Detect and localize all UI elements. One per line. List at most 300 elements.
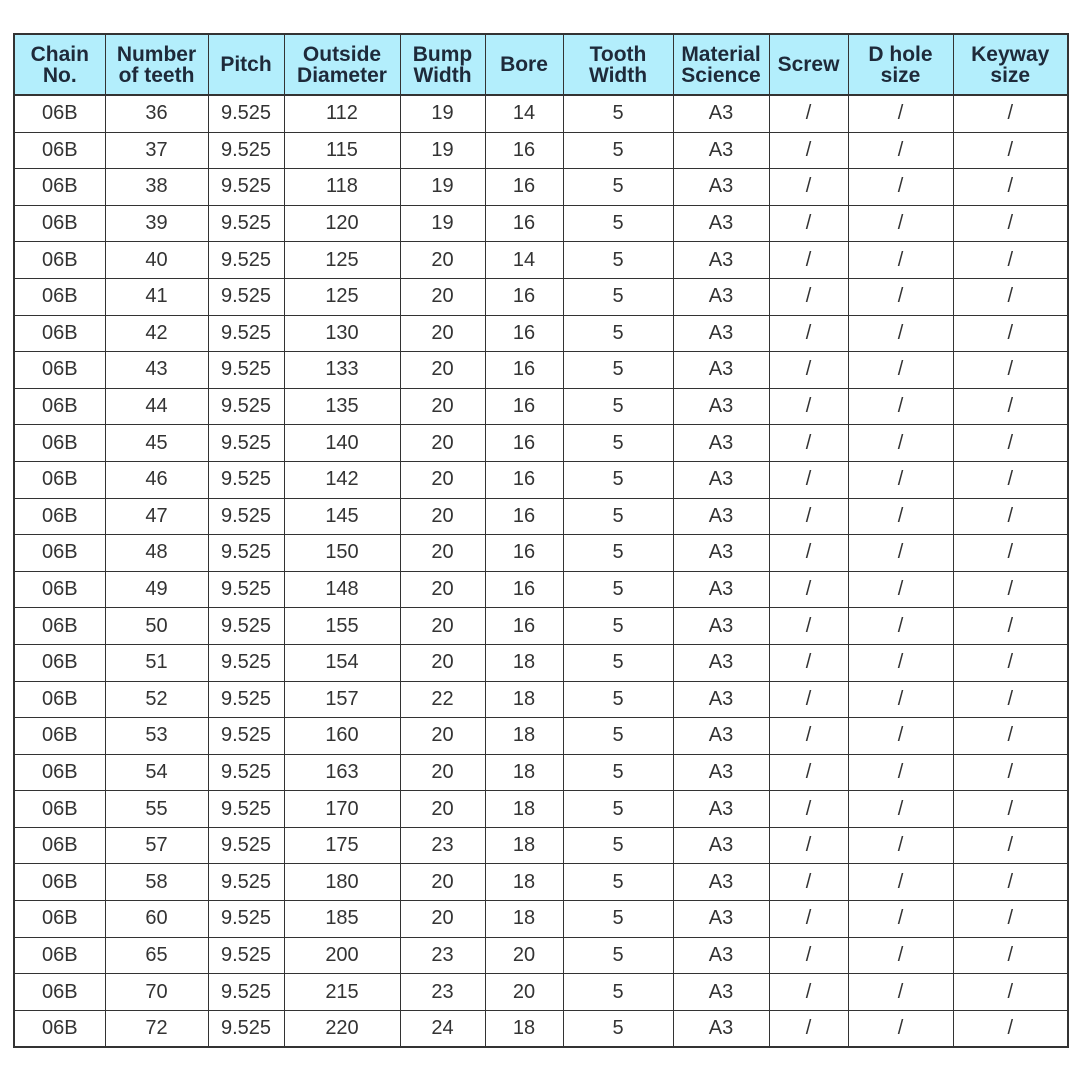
cell-bore: 14 (485, 95, 563, 132)
table-row (14, 205, 1068, 242)
cell-screw: / (769, 827, 848, 864)
cell-pitch: 9.525 (208, 644, 284, 681)
cell-number-of-teeth: 39 (105, 205, 208, 242)
cell-bump-width: 20 (400, 278, 485, 315)
cell-screw: / (769, 644, 848, 681)
cell-pitch: 9.525 (208, 864, 284, 901)
cell-outside-diameter: 163 (284, 754, 400, 791)
cell-keyway-size: / (953, 681, 1068, 718)
table-row (14, 571, 1068, 608)
cell-number-of-teeth: 55 (105, 791, 208, 828)
cell-chain-no: 06B (14, 425, 105, 462)
cell-keyway-size: / (953, 205, 1068, 242)
cell-bore: 16 (485, 278, 563, 315)
cell-material-science: A3 (673, 278, 769, 315)
cell-number-of-teeth: 44 (105, 388, 208, 425)
cell-screw: / (769, 608, 848, 645)
cell-bore: 18 (485, 718, 563, 755)
cell-material-science: A3 (673, 425, 769, 462)
cell-bore: 16 (485, 608, 563, 645)
cell-material-science: A3 (673, 535, 769, 572)
cell-tooth-width: 5 (563, 791, 673, 828)
cell-bore: 16 (485, 205, 563, 242)
header-bore (485, 34, 563, 95)
cell-tooth-width: 5 (563, 864, 673, 901)
cell-bore: 18 (485, 1010, 563, 1047)
table-row (14, 791, 1068, 828)
cell-outside-diameter: 118 (284, 169, 400, 206)
cell-tooth-width: 5 (563, 718, 673, 755)
table-row (14, 425, 1068, 462)
cell-screw: / (769, 315, 848, 352)
cell-d-hole-size: / (848, 608, 953, 645)
cell-pitch: 9.525 (208, 498, 284, 535)
cell-number-of-teeth: 54 (105, 754, 208, 791)
cell-keyway-size: / (953, 1010, 1068, 1047)
table-row (14, 754, 1068, 791)
cell-bore: 18 (485, 644, 563, 681)
cell-outside-diameter: 125 (284, 278, 400, 315)
cell-keyway-size: / (953, 827, 1068, 864)
cell-bump-width: 20 (400, 571, 485, 608)
cell-screw: / (769, 718, 848, 755)
cell-screw: / (769, 388, 848, 425)
cell-pitch: 9.525 (208, 169, 284, 206)
cell-tooth-width: 5 (563, 388, 673, 425)
cell-bore: 16 (485, 315, 563, 352)
column-header-line: Chain (30, 42, 89, 66)
cell-screw: / (769, 461, 848, 498)
table-row (14, 608, 1068, 645)
table-row (14, 388, 1068, 425)
cell-keyway-size: / (953, 718, 1068, 755)
cell-material-science: A3 (673, 974, 769, 1011)
cell-outside-diameter: 160 (284, 718, 400, 755)
cell-outside-diameter: 155 (284, 608, 400, 645)
cell-number-of-teeth: 53 (105, 718, 208, 755)
cell-bore: 16 (485, 571, 563, 608)
cell-tooth-width: 5 (563, 315, 673, 352)
cell-bump-width: 20 (400, 644, 485, 681)
cell-pitch: 9.525 (208, 205, 284, 242)
cell-tooth-width: 5 (563, 498, 673, 535)
cell-screw: / (769, 278, 848, 315)
cell-outside-diameter: 150 (284, 535, 400, 572)
cell-keyway-size: / (953, 95, 1068, 132)
cell-material-science: A3 (673, 754, 769, 791)
cell-bump-width: 20 (400, 535, 485, 572)
cell-keyway-size: / (953, 535, 1068, 572)
cell-pitch: 9.525 (208, 315, 284, 352)
table-row (14, 937, 1068, 974)
cell-bore: 16 (485, 132, 563, 169)
cell-outside-diameter: 135 (284, 388, 400, 425)
table-header-row (14, 34, 1068, 95)
cell-d-hole-size: / (848, 461, 953, 498)
cell-bore: 16 (485, 498, 563, 535)
cell-tooth-width: 5 (563, 644, 673, 681)
cell-number-of-teeth: 43 (105, 352, 208, 389)
cell-chain-no: 06B (14, 827, 105, 864)
cell-keyway-size: / (953, 498, 1068, 535)
cell-material-science: A3 (673, 388, 769, 425)
table-row (14, 644, 1068, 681)
cell-screw: / (769, 864, 848, 901)
cell-d-hole-size: / (848, 95, 953, 132)
cell-d-hole-size: / (848, 681, 953, 718)
column-header-line: Keyway (971, 42, 1050, 66)
cell-pitch: 9.525 (208, 608, 284, 645)
cell-number-of-teeth: 50 (105, 608, 208, 645)
cell-chain-no: 06B (14, 644, 105, 681)
sprocket-spec-table (13, 33, 1069, 1048)
cell-pitch: 9.525 (208, 754, 284, 791)
cell-material-science: A3 (673, 1010, 769, 1047)
cell-tooth-width: 5 (563, 242, 673, 279)
cell-tooth-width: 5 (563, 827, 673, 864)
cell-number-of-teeth: 46 (105, 461, 208, 498)
cell-screw: / (769, 498, 848, 535)
cell-pitch: 9.525 (208, 388, 284, 425)
cell-material-science: A3 (673, 205, 769, 242)
cell-material-science: A3 (673, 901, 769, 938)
cell-bore: 18 (485, 901, 563, 938)
cell-chain-no: 06B (14, 754, 105, 791)
cell-pitch: 9.525 (208, 352, 284, 389)
cell-keyway-size: / (953, 169, 1068, 206)
cell-screw: / (769, 425, 848, 462)
cell-chain-no: 06B (14, 205, 105, 242)
cell-bump-width: 19 (400, 132, 485, 169)
cell-keyway-size: / (953, 864, 1068, 901)
column-header-line: No. (42, 63, 77, 87)
cell-d-hole-size: / (848, 498, 953, 535)
cell-bump-width: 23 (400, 974, 485, 1011)
column-header-line: D hole (868, 42, 933, 66)
cell-keyway-size: / (953, 937, 1068, 974)
cell-bore: 16 (485, 169, 563, 206)
cell-bump-width: 19 (400, 169, 485, 206)
cell-d-hole-size: / (848, 827, 953, 864)
cell-d-hole-size: / (848, 535, 953, 572)
table-row (14, 681, 1068, 718)
cell-material-science: A3 (673, 132, 769, 169)
cell-d-hole-size: / (848, 791, 953, 828)
cell-number-of-teeth: 45 (105, 425, 208, 462)
cell-pitch: 9.525 (208, 425, 284, 462)
cell-number-of-teeth: 38 (105, 169, 208, 206)
cell-d-hole-size: / (848, 425, 953, 462)
cell-keyway-size: / (953, 901, 1068, 938)
table-row (14, 1010, 1068, 1047)
cell-pitch: 9.525 (208, 278, 284, 315)
column-header-line: size (880, 63, 921, 87)
table-row (14, 718, 1068, 755)
cell-outside-diameter: 115 (284, 132, 400, 169)
cell-chain-no: 06B (14, 278, 105, 315)
cell-chain-no: 06B (14, 132, 105, 169)
cell-bump-width: 20 (400, 864, 485, 901)
header-bump-width (400, 34, 485, 95)
table-row (14, 95, 1068, 132)
cell-tooth-width: 5 (563, 571, 673, 608)
cell-chain-no: 06B (14, 352, 105, 389)
cell-number-of-teeth: 51 (105, 644, 208, 681)
table-row (14, 352, 1068, 389)
cell-outside-diameter: 170 (284, 791, 400, 828)
cell-outside-diameter: 142 (284, 461, 400, 498)
cell-bore: 16 (485, 388, 563, 425)
cell-tooth-width: 5 (563, 169, 673, 206)
cell-tooth-width: 5 (563, 608, 673, 645)
cell-outside-diameter: 154 (284, 644, 400, 681)
cell-keyway-size: / (953, 315, 1068, 352)
cell-chain-no: 06B (14, 937, 105, 974)
cell-material-science: A3 (673, 169, 769, 206)
cell-bump-width: 20 (400, 425, 485, 462)
cell-screw: / (769, 754, 848, 791)
cell-material-science: A3 (673, 937, 769, 974)
cell-keyway-size: / (953, 608, 1068, 645)
cell-chain-no: 06B (14, 901, 105, 938)
cell-bore: 18 (485, 681, 563, 718)
table-row (14, 827, 1068, 864)
cell-d-hole-size: / (848, 937, 953, 974)
cell-keyway-size: / (953, 242, 1068, 279)
cell-keyway-size: / (953, 425, 1068, 462)
cell-screw: / (769, 535, 848, 572)
cell-number-of-teeth: 48 (105, 535, 208, 572)
column-header-line: Number (116, 42, 197, 66)
cell-outside-diameter: 130 (284, 315, 400, 352)
cell-tooth-width: 5 (563, 974, 673, 1011)
cell-material-science: A3 (673, 718, 769, 755)
cell-chain-no: 06B (14, 571, 105, 608)
cell-screw: / (769, 1010, 848, 1047)
cell-outside-diameter: 145 (284, 498, 400, 535)
table-row (14, 132, 1068, 169)
cell-chain-no: 06B (14, 974, 105, 1011)
cell-outside-diameter: 185 (284, 901, 400, 938)
cell-outside-diameter: 180 (284, 864, 400, 901)
column-header-line: Screw (777, 53, 840, 76)
cell-bump-width: 20 (400, 242, 485, 279)
cell-screw: / (769, 681, 848, 718)
cell-pitch: 9.525 (208, 95, 284, 132)
cell-bump-width: 24 (400, 1010, 485, 1047)
column-header-line: size (990, 63, 1031, 87)
column-header-line: Width (413, 63, 472, 87)
cell-screw: / (769, 132, 848, 169)
cell-chain-no: 06B (14, 388, 105, 425)
cell-screw: / (769, 352, 848, 389)
cell-number-of-teeth: 49 (105, 571, 208, 608)
cell-outside-diameter: 125 (284, 242, 400, 279)
header-material-science (673, 34, 769, 95)
table-row (14, 974, 1068, 1011)
cell-number-of-teeth: 41 (105, 278, 208, 315)
cell-tooth-width: 5 (563, 205, 673, 242)
cell-material-science: A3 (673, 791, 769, 828)
cell-bore: 18 (485, 827, 563, 864)
cell-d-hole-size: / (848, 718, 953, 755)
cell-screw: / (769, 974, 848, 1011)
cell-chain-no: 06B (14, 608, 105, 645)
cell-material-science: A3 (673, 242, 769, 279)
cell-bump-width: 20 (400, 498, 485, 535)
cell-pitch: 9.525 (208, 571, 284, 608)
cell-pitch: 9.525 (208, 827, 284, 864)
header-keyway-size (953, 34, 1068, 95)
cell-tooth-width: 5 (563, 132, 673, 169)
header-chain-no (14, 34, 105, 95)
cell-outside-diameter: 220 (284, 1010, 400, 1047)
cell-keyway-size: / (953, 754, 1068, 791)
cell-chain-no: 06B (14, 461, 105, 498)
cell-bore: 16 (485, 425, 563, 462)
cell-tooth-width: 5 (563, 754, 673, 791)
cell-pitch: 9.525 (208, 974, 284, 1011)
cell-outside-diameter: 133 (284, 352, 400, 389)
cell-material-science: A3 (673, 644, 769, 681)
column-header-line: Bump (412, 42, 473, 66)
cell-bump-width: 22 (400, 681, 485, 718)
cell-chain-no: 06B (14, 535, 105, 572)
cell-pitch: 9.525 (208, 132, 284, 169)
table-row (14, 461, 1068, 498)
cell-keyway-size: / (953, 974, 1068, 1011)
cell-screw: / (769, 937, 848, 974)
cell-outside-diameter: 140 (284, 425, 400, 462)
table-row (14, 169, 1068, 206)
cell-bump-width: 20 (400, 461, 485, 498)
cell-outside-diameter: 112 (284, 95, 400, 132)
cell-number-of-teeth: 42 (105, 315, 208, 352)
table-body (14, 95, 1068, 1047)
cell-pitch: 9.525 (208, 718, 284, 755)
cell-tooth-width: 5 (563, 681, 673, 718)
cell-chain-no: 06B (14, 169, 105, 206)
cell-bump-width: 20 (400, 315, 485, 352)
column-header-line: Material (681, 42, 761, 66)
cell-screw: / (769, 205, 848, 242)
cell-bore: 18 (485, 754, 563, 791)
cell-outside-diameter: 157 (284, 681, 400, 718)
cell-d-hole-size: / (848, 169, 953, 206)
cell-pitch: 9.525 (208, 535, 284, 572)
cell-material-science: A3 (673, 352, 769, 389)
cell-screw: / (769, 242, 848, 279)
header-tooth-width (563, 34, 673, 95)
table-row (14, 864, 1068, 901)
cell-d-hole-size: / (848, 901, 953, 938)
cell-number-of-teeth: 65 (105, 937, 208, 974)
cell-outside-diameter: 148 (284, 571, 400, 608)
cell-chain-no: 06B (14, 791, 105, 828)
header-outside-diameter (284, 34, 400, 95)
column-header-line: Bore (500, 53, 548, 76)
cell-d-hole-size: / (848, 644, 953, 681)
cell-keyway-size: / (953, 278, 1068, 315)
cell-tooth-width: 5 (563, 278, 673, 315)
cell-bump-width: 19 (400, 205, 485, 242)
cell-material-science: A3 (673, 608, 769, 645)
cell-pitch: 9.525 (208, 681, 284, 718)
cell-bump-width: 20 (400, 352, 485, 389)
cell-bore: 14 (485, 242, 563, 279)
cell-d-hole-size: / (848, 974, 953, 1011)
cell-material-science: A3 (673, 864, 769, 901)
cell-d-hole-size: / (848, 278, 953, 315)
cell-number-of-teeth: 36 (105, 95, 208, 132)
cell-bump-width: 20 (400, 754, 485, 791)
cell-tooth-width: 5 (563, 425, 673, 462)
cell-keyway-size: / (953, 571, 1068, 608)
cell-tooth-width: 5 (563, 937, 673, 974)
cell-chain-no: 06B (14, 681, 105, 718)
table-row (14, 278, 1068, 315)
cell-material-science: A3 (673, 827, 769, 864)
cell-number-of-teeth: 47 (105, 498, 208, 535)
table-row (14, 535, 1068, 572)
cell-screw: / (769, 169, 848, 206)
cell-outside-diameter: 175 (284, 827, 400, 864)
cell-bump-width: 19 (400, 95, 485, 132)
cell-bump-width: 23 (400, 937, 485, 974)
cell-bump-width: 23 (400, 827, 485, 864)
cell-chain-no: 06B (14, 1010, 105, 1047)
cell-pitch: 9.525 (208, 937, 284, 974)
column-header-line: Tooth (589, 42, 647, 66)
cell-bore: 16 (485, 352, 563, 389)
cell-outside-diameter: 215 (284, 974, 400, 1011)
cell-chain-no: 06B (14, 498, 105, 535)
cell-material-science: A3 (673, 315, 769, 352)
cell-bump-width: 20 (400, 791, 485, 828)
cell-d-hole-size: / (848, 571, 953, 608)
cell-tooth-width: 5 (563, 352, 673, 389)
cell-tooth-width: 5 (563, 95, 673, 132)
header-pitch (208, 34, 284, 95)
column-header-line: Science (681, 63, 761, 87)
cell-pitch: 9.525 (208, 461, 284, 498)
column-header-line: of teeth (118, 63, 195, 87)
header-screw (769, 34, 848, 95)
cell-material-science: A3 (673, 461, 769, 498)
cell-keyway-size: / (953, 791, 1068, 828)
cell-bump-width: 20 (400, 901, 485, 938)
cell-keyway-size: / (953, 388, 1068, 425)
column-header-line: Width (588, 63, 648, 87)
cell-outside-diameter: 120 (284, 205, 400, 242)
cell-screw: / (769, 901, 848, 938)
cell-chain-no: 06B (14, 315, 105, 352)
column-header-line: Diameter (297, 63, 387, 87)
cell-number-of-teeth: 37 (105, 132, 208, 169)
table-row (14, 242, 1068, 279)
cell-d-hole-size: / (848, 242, 953, 279)
cell-chain-no: 06B (14, 95, 105, 132)
cell-bore: 16 (485, 461, 563, 498)
cell-outside-diameter: 200 (284, 937, 400, 974)
cell-pitch: 9.525 (208, 1010, 284, 1047)
cell-keyway-size: / (953, 352, 1068, 389)
table-row (14, 498, 1068, 535)
cell-bore: 18 (485, 864, 563, 901)
column-header-line: Outside (302, 42, 382, 66)
cell-material-science: A3 (673, 498, 769, 535)
cell-screw: / (769, 791, 848, 828)
